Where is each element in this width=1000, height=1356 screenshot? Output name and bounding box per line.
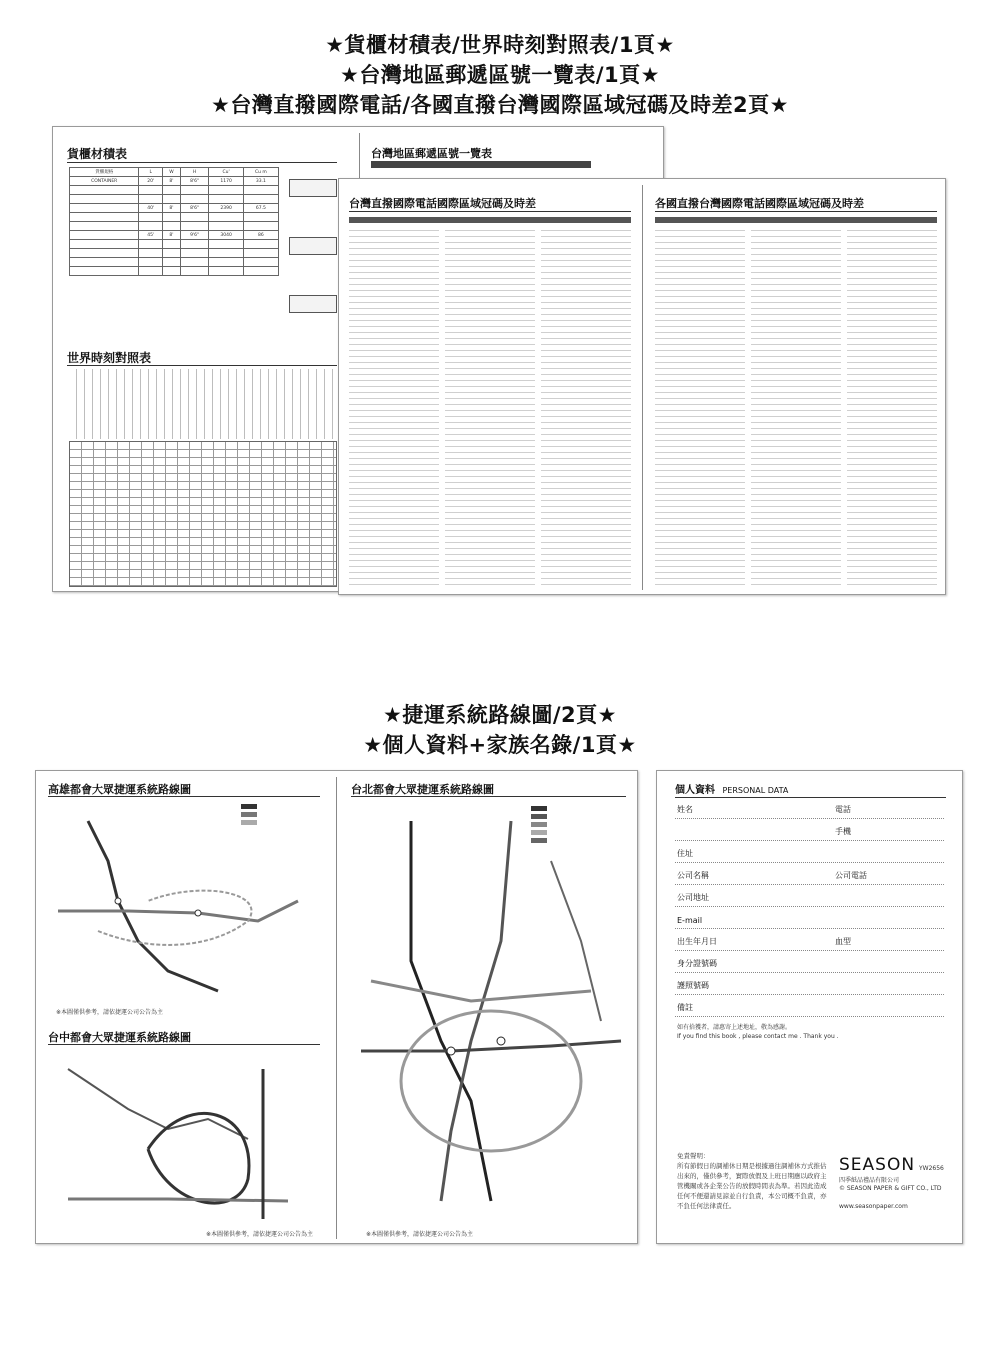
- row2-cuft: 2390: [209, 204, 243, 213]
- world-time-city-columns: [69, 369, 337, 439]
- personal-data-title-en: PERSONAL DATA: [722, 786, 789, 795]
- taipei-map-note: ※本圖僅供參考，請依捷運公司公告為主: [366, 1231, 474, 1238]
- found-notice: [677, 1023, 947, 1041]
- field-company-label: 公司名稱: [677, 871, 709, 880]
- field-address-label: 住址: [677, 849, 693, 858]
- taichung-mrt-map: [48, 1049, 320, 1229]
- postal-code-title: 台灣地區郵遞區號一覽表: [371, 147, 492, 160]
- heading-intl-dialing: ★台灣直撥國際電話/各國直撥台灣國際區域冠碼及時差2頁★: [211, 93, 789, 117]
- sheet-mrt-maps: [35, 770, 638, 1244]
- row3-l: 45': [139, 231, 163, 240]
- kaohsiung-map-title: 高雄都會大眾捷運系統路線圖: [48, 783, 191, 796]
- found-notice-zh: 如有拾獲者，請惠寄上述地址，敬為感謝。: [677, 1024, 792, 1031]
- season-logo: SEASON: [839, 1155, 916, 1175]
- world-time-title: 世界時刻對照表: [67, 351, 152, 365]
- field-name-row[interactable]: [675, 797, 944, 819]
- company-name: 四季紙品禮品有限公司: [839, 1177, 900, 1184]
- row1-cum: 33.1: [243, 177, 278, 186]
- kaohsiung-legend: [241, 803, 259, 827]
- unit-h: H: [180, 168, 209, 177]
- truck-40ft-icon: [289, 237, 337, 255]
- row1-w: 8': [163, 177, 181, 186]
- field-company-row[interactable]: [675, 863, 944, 885]
- unit-cum: Cu m: [243, 168, 278, 177]
- field-blood-label: 血型: [835, 937, 851, 946]
- row3-cum: 86: [243, 231, 278, 240]
- field-address-row[interactable]: [675, 841, 944, 863]
- row3-w: 8': [163, 231, 181, 240]
- field-notes-row[interactable]: [675, 995, 944, 1017]
- field-notes-label: 備註: [677, 1003, 693, 1012]
- dial-tw-column-2: [751, 225, 841, 589]
- field-passport-label: 護照號碼: [677, 981, 709, 990]
- dial-tw-column-1: [655, 225, 745, 589]
- taipei-mrt-map: [351, 801, 626, 1221]
- dial-column-2: [445, 225, 535, 589]
- dial-column-3: [541, 225, 631, 589]
- row1-l: 20': [139, 177, 163, 186]
- truck-45ft-icon: [289, 295, 337, 313]
- found-notice-en: If you find this book , please contact me . Thank you .: [677, 1033, 839, 1040]
- heading-mrt-maps: ★捷運系統路線圖/2頁★: [383, 703, 617, 727]
- taipei-map-title: 台北都會大眾捷運系統路線圖: [351, 783, 494, 796]
- taichung-map-title: 台中都會大眾捷運系統路線圖: [48, 1031, 191, 1044]
- disclaimer: [677, 1151, 829, 1211]
- field-email-row[interactable]: [675, 907, 944, 929]
- field-company-address-row[interactable]: [675, 885, 944, 907]
- unit-l: L: [139, 168, 163, 177]
- field-id-row[interactable]: [675, 951, 944, 973]
- unit-w: W: [163, 168, 181, 177]
- field-company-phone-label: 公司電話: [835, 871, 867, 880]
- container-table-title: 貨櫃材積表: [67, 147, 128, 161]
- field-id-label: 身分證號碼: [677, 959, 717, 968]
- row2-h: 8'6": [180, 204, 209, 213]
- container-sub-label: CONTAINER: [70, 177, 139, 186]
- unit-cuft: Cu': [209, 168, 243, 177]
- row2-w: 8': [163, 204, 181, 213]
- field-birthday-label: 出生年月日: [677, 937, 717, 946]
- dial-to-taiwan-title: 各國直撥台灣國際電話國際區域冠碼及時差: [655, 197, 864, 210]
- personal-data-title: [675, 781, 788, 796]
- field-mobile-row[interactable]: [675, 819, 944, 841]
- taipei-legend: [531, 805, 549, 845]
- intl-dial-title: 台灣直撥國際電話國際區域冠碼及時差: [349, 197, 536, 210]
- postal-header-bar: [371, 161, 591, 168]
- sheet-personal-data: [656, 770, 963, 1244]
- row1-cuft: 1170: [209, 177, 243, 186]
- row1-h: 8'6": [180, 177, 209, 186]
- field-company-address-label: 公司地址: [677, 893, 709, 902]
- personal-data-title-zh: 個人資料: [675, 785, 715, 796]
- field-mobile-label: 手機: [835, 827, 851, 836]
- world-time-grid: [69, 441, 337, 587]
- row3-h: 9'6": [180, 231, 209, 240]
- field-phone-label: 電話: [835, 805, 851, 814]
- truck-20ft-icon: [289, 179, 337, 197]
- sheet-intl-dialing: [338, 178, 946, 595]
- row2-cum: 67.5: [243, 204, 278, 213]
- kaohsiung-mrt-map: [48, 801, 320, 1001]
- field-email-label: E-mail: [677, 916, 703, 925]
- disclaimer-title: 免責聲明：: [677, 1152, 710, 1160]
- company-website: www.seasonpaper.com: [839, 1203, 908, 1210]
- company-info: [839, 1177, 941, 1211]
- heading-personal-data: ★個人資料+家族名錄/1頁★: [363, 733, 637, 757]
- kaohsiung-map-note: ※本圖僅供參考，請依捷運公司公告為主: [56, 1009, 164, 1016]
- row3-cuft: 3040: [209, 231, 243, 240]
- company-name-en: © SEASON PAPER & GIFT CO., LTD: [839, 1185, 942, 1192]
- container-table: [69, 167, 279, 276]
- field-birthday-row[interactable]: [675, 929, 944, 951]
- model-number: YW2656: [919, 1165, 944, 1172]
- dial-column-1: [349, 225, 439, 589]
- field-name-label: 姓名: [677, 805, 693, 814]
- heading-container-worldtime: ★貨櫃材積表/世界時刻對照表/1頁★: [325, 33, 675, 57]
- field-passport-row[interactable]: [675, 973, 944, 995]
- taichung-map-note: ※本圖僅供參考，請依捷運公司公告為主: [206, 1231, 314, 1238]
- row2-l: 40': [139, 204, 163, 213]
- dial-tw-column-3: [847, 225, 937, 589]
- heading-postal-codes: ★台灣地區郵遞區號一覽表/1頁★: [340, 63, 660, 87]
- disclaimer-body: 所有節假日的調補休日期是根據過往調補休方式推估出來的，僅供參考，實際放假及上班日期應以政府主管機關或各企業公告的放假時間表為準。若因此造成任何不便還請見諒並自行負責，本公司概不負責，亦不負任何法律責任。: [677, 1162, 827, 1210]
- container-spec-label: 貨櫃規格: [70, 168, 139, 177]
